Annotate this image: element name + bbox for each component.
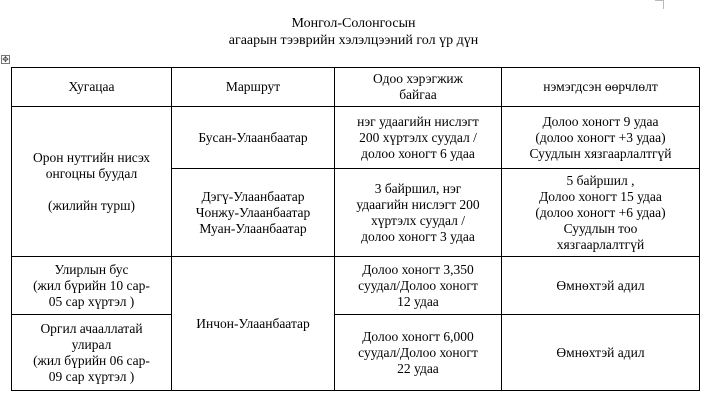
- cell-period-summer: Оргил ачааллатай улирал (жил бүрийн 06 сар- 09 сар хүртэл ): [12, 315, 172, 391]
- agreement-results-table: [11, 67, 700, 391]
- cell-route-regional: Дэгү-Улаанбаатар Чонжу-Улаанбаатар Муан-Улаанбаатар: [172, 169, 335, 257]
- cell-change-busan: Долоо хоногт 9 удаа (долоо хоногт +3 удаа) Суудлын хязгаарлалтгүй: [502, 107, 700, 169]
- cell-change-regional: 5 байршил , Долоо хоногт 15 удаа (долоо хоногт +6 удаа) Суудлын тоо хязгаарлалтгүй: [502, 169, 700, 257]
- title-line-2: агаарын тээврийн хэлэлцээний гол үр дүн: [228, 33, 479, 48]
- table-row-winter: [12, 257, 700, 315]
- document-title: [0, 15, 707, 49]
- cell-current-winter: Долоо хоногт 3,350 суудал/Долоо хоногт 12 удаа: [335, 257, 502, 315]
- title-line-1: Монгол-Солонгосын: [291, 16, 416, 31]
- page-corner-mark: [655, 0, 664, 9]
- table-move-handle-icon[interactable]: ✥: [2, 55, 9, 64]
- cell-change-summer: Өмнөхтэй адил: [502, 315, 700, 391]
- cell-current-regional: 3 байршил, нэг удаагийн нислэгт 200 хүртэлх суудал / долоо хоногт 3 удаа: [335, 169, 502, 257]
- cell-route-incheon: Инчон-Улаанбаатар: [172, 257, 335, 391]
- cell-current-summer: Долоо хоногт 6,000 суудал/Долоо хоногт 22 удаа: [335, 315, 502, 391]
- cell-change-winter: Өмнөхтэй адил: [502, 257, 700, 315]
- cell-period-winter: Улирлын бус (жил бүрийн 10 сар- 05 сар хүртэл ): [12, 257, 172, 315]
- header-change: нэмэгдсэн өөрчлөлт: [502, 68, 700, 107]
- header-period: Хугацаа: [12, 68, 172, 107]
- cell-current-busan: нэг удаагийн нислэгт 200 хүртэлх суудал / долоо хоногт 6 удаа: [335, 107, 502, 169]
- table-row-busan: [12, 107, 700, 169]
- table-header-row: [12, 68, 700, 107]
- cell-route-busan: Бусан-Улаанбаатар: [172, 107, 335, 169]
- header-current: Одоо хэрэгжиж байгаа: [335, 68, 502, 107]
- table-row-summer: [12, 315, 700, 391]
- cell-period-charter: Орон нутгийн нисэх онгоцны буудал (жилийн турш): [12, 107, 172, 257]
- header-route: Маршрут: [172, 68, 335, 107]
